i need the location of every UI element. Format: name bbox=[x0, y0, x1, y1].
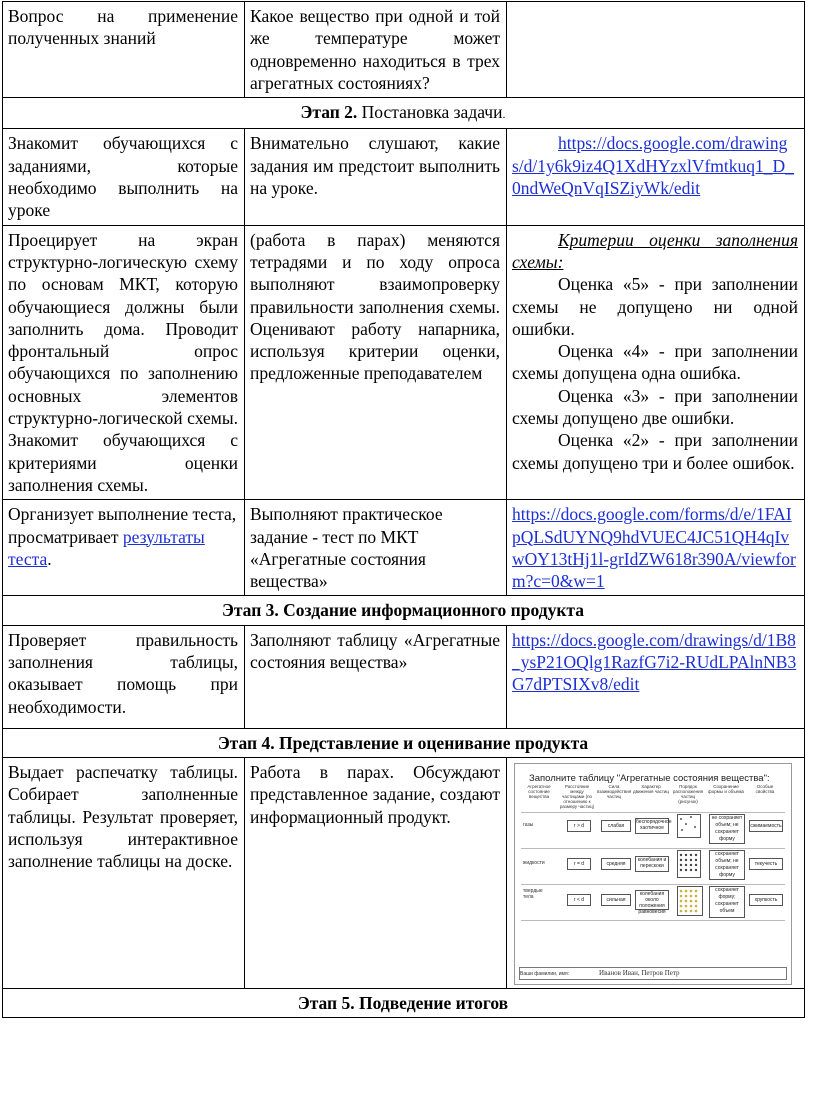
students-cell bbox=[245, 2, 507, 98]
stage-2-heading: Этап 2. Постановка задачи. bbox=[3, 98, 805, 129]
teacher-cell bbox=[3, 625, 245, 728]
teacher-cell bbox=[3, 758, 245, 989]
teacher-text: Проецирует на экран структурно-логическую схему по основам МКТ, которую обучающиеся должны были заполнить дома. Проводит фронтальный опрос обучающихся по заполнению основных элементов структурно-логической схемы. Знакомит обучающихся с критериями оценки заполнения схемы. bbox=[8, 229, 238, 495]
students-text: Какое вещество при одной и той же температуре может одновременно находиться в трех агрегатных состояниях? bbox=[250, 6, 500, 93]
test-results-link[interactable]: результаты теста bbox=[8, 526, 205, 569]
solid-particles bbox=[680, 890, 698, 913]
students-cell bbox=[245, 758, 507, 989]
teacher-text: Проверяет правильность заполнения таблицы, оказывает помощь при необходимости. bbox=[8, 629, 238, 717]
stage-row bbox=[3, 728, 805, 757]
students-text: (работа в парах) меняются тетрадями и по ходу опроса выполняют взаимопроверку правильности заполнения схемы. Оценивают работу напарника, используя критерии оценки, предложенные преподавателем bbox=[250, 229, 500, 384]
grade-4: Оценка «4» - при заполнении схемы допущена одна ошибка. bbox=[512, 341, 798, 384]
table-row bbox=[3, 129, 805, 225]
drawing-link[interactable]: https://docs.google.com/drawings/d/1y6k9iz4Q1XdHYzxlVfmtkuq1_D_0ndWeQnVqISZiyWk/edit bbox=[512, 133, 794, 199]
stage-row bbox=[3, 989, 805, 1018]
grade-5: Оценка «5» - при заполнении схемы не допущено ни одной ошибки. bbox=[512, 274, 798, 339]
liquid-particles bbox=[680, 854, 697, 871]
students-cell bbox=[245, 225, 507, 500]
filled-table-image bbox=[514, 763, 792, 985]
students-cell bbox=[245, 625, 507, 728]
table-row bbox=[3, 500, 805, 596]
test-form-link[interactable]: https://docs.google.com/forms/d/e/1FAIpQLSdUYNQ9hdVUEC4JC51QH4qIvwOY13tHj1l-grIdZW618r390A/viewform?c=0&w=1 bbox=[512, 504, 796, 592]
resource-cell bbox=[507, 500, 805, 596]
thumbnail-grid: Агрегатное состояние вещества Расстояние между частицами (по отношению к размеру частиц) Сила взаимодействия частиц Характер движения частиц Порядок расположения частиц (рисунок) Сохранение формы и объема Особые свойства газы r > d слабая беспорядочное хаотичное не сохраняет объем; не сохраняет форму сжимаемость жидкости r = d средняя колебания и перескоки сохраняет объем; не сохраняет форму текучесть твердые тела r < d сильная колебания около положения равновесия сохраняет форму; сохраняет объем хрупкость bbox=[521, 784, 785, 924]
teacher-cell bbox=[3, 225, 245, 500]
table-drawing-link[interactable]: https://docs.google.com/drawings/d/1B8_ysP21OQlg1RazfG7i2-RUdLPAlnNB3G7dPTSIXv8/edit bbox=[512, 629, 797, 695]
stage-3-heading: Этап 3. Создание информационного продукта bbox=[3, 596, 805, 625]
particle-drawings bbox=[515, 764, 791, 984]
teacher-cell bbox=[3, 2, 245, 98]
students-cell bbox=[245, 500, 507, 596]
criteria-title: Критерии оценки заполнения схемы: bbox=[512, 229, 798, 272]
students-text: Внимательно слушают, какие задания им предстоит выполнить на уроке. bbox=[250, 133, 500, 199]
grade-3: Оценка «3» - при заполнении схемы допущено две ошибки. bbox=[512, 385, 798, 429]
resource-cell bbox=[507, 625, 805, 728]
gas-particles bbox=[680, 816, 696, 831]
thumbnail-title: Заполните таблицу "Агрегатные состояния вещества": bbox=[529, 773, 770, 785]
teacher-text: Выдает распечатку таблицы. Собирает заполненные таблицы. Результат проверяет, используя интерактивное заполнение таблицы на доске. bbox=[8, 762, 238, 872]
teacher-text: Вопрос на применение полученных знаний bbox=[8, 6, 238, 49]
table-row bbox=[3, 2, 805, 98]
table-row bbox=[3, 758, 805, 989]
resource-cell bbox=[507, 2, 805, 98]
students-text: Выполняют практическое задание - тест по МКТ «Агрегатные состояния вещества» bbox=[250, 504, 443, 592]
teacher-text: Знакомит обучающихся с заданиями, которые необходимо выполнить на уроке bbox=[8, 133, 238, 221]
students-text: Работа в парах. Обсуждают представленное задание, создают информационный продукт. bbox=[250, 762, 500, 827]
teacher-cell bbox=[3, 129, 245, 225]
stage-row bbox=[3, 596, 805, 625]
table-row bbox=[3, 225, 805, 500]
students-cell bbox=[245, 129, 507, 225]
stage-5-heading: Этап 5. Подведение итогов bbox=[3, 989, 805, 1018]
students-text: Заполняют таблицу «Агрегатные состояния вещества» bbox=[250, 629, 500, 673]
stage-row bbox=[3, 98, 805, 129]
thumbnail-cell bbox=[507, 758, 805, 989]
stage-4-heading: Этап 4. Представление и оценивание продукта bbox=[3, 728, 805, 757]
criteria-cell bbox=[507, 225, 805, 500]
thumbnail-footer: Ваши фамилии, имя: Иванов Иван, Петров Петр bbox=[519, 967, 787, 980]
resource-cell bbox=[507, 129, 805, 225]
lesson-plan-table bbox=[2, 1, 805, 1018]
teacher-cell: Организует выполнение теста, просматривает результаты теста. bbox=[3, 500, 245, 596]
grade-2: Оценка «2» - при заполнении схемы допущено три и более ошибок. bbox=[512, 430, 798, 473]
table-row bbox=[3, 625, 805, 728]
